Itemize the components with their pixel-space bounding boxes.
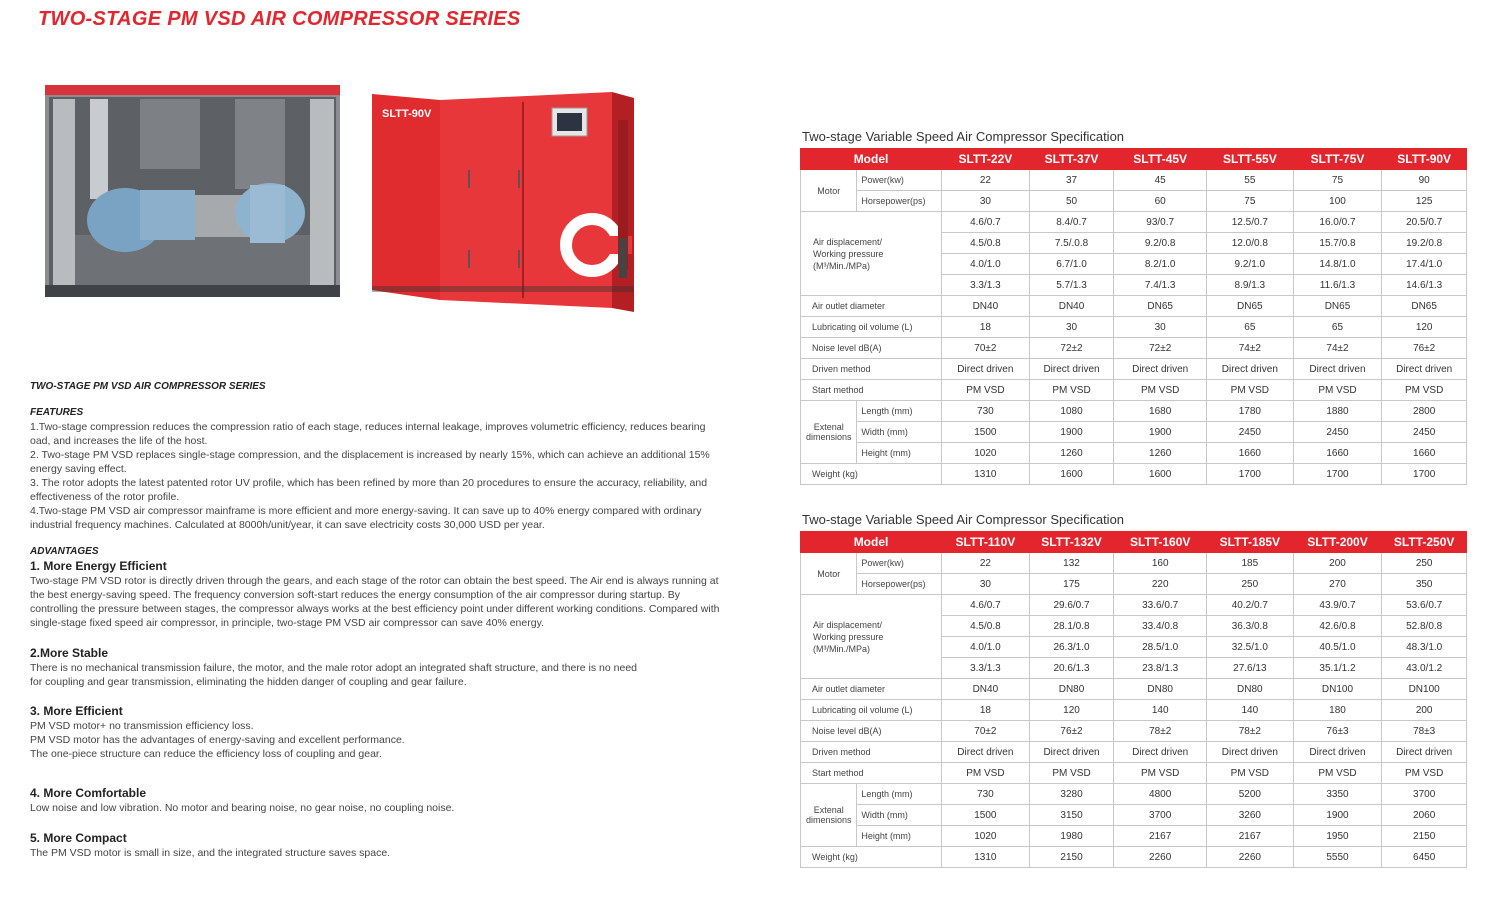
external-dimensions-label: [801, 401, 857, 464]
advantage-item: [30, 786, 720, 815]
spec-value-cell: 32.5/1.0: [1207, 637, 1294, 658]
spec-value-cell: 43.9/0.7: [1293, 595, 1382, 616]
spec-value-cell: 30: [1114, 317, 1207, 338]
spec-value-cell: 2800: [1382, 401, 1467, 422]
spec-value-cell: PM VSD: [1382, 380, 1467, 401]
model-name-cell: SLTT-37V: [1029, 149, 1114, 170]
spec-value-cell: DN40: [942, 296, 1030, 317]
table-row: [801, 784, 1467, 805]
spec-value-cell: 6450: [1382, 847, 1467, 868]
spec-value-cell: Direct driven: [1382, 742, 1467, 763]
spec-value-cell: 8.4/0.7: [1029, 212, 1114, 233]
spec-value-cell: 65: [1207, 317, 1294, 338]
features-heading: FEATURES: [30, 407, 84, 418]
spec-value-cell: Direct driven: [1293, 359, 1382, 380]
spec-value-cell: 4.5/0.8: [942, 616, 1030, 637]
table-row: [801, 826, 1467, 847]
spec-value-cell: 2260: [1207, 847, 1294, 868]
spec-value-cell: 2060: [1382, 805, 1467, 826]
spec-value-cell: 1310: [942, 847, 1030, 868]
spec-value-cell: Direct driven: [1114, 359, 1207, 380]
spec-value-cell: 1680: [1114, 401, 1207, 422]
spec-value-cell: 1500: [942, 422, 1030, 443]
advantage-item: [30, 831, 720, 860]
spec-value-cell: 45: [1114, 170, 1207, 191]
table-header-row: [801, 149, 1467, 170]
spec-value-cell: PM VSD: [1114, 380, 1207, 401]
advantage-text: Low noise and low vibration. No motor and bearing noise, no gear noise, no coupling noise.: [30, 802, 455, 814]
motor-label: Motor: [801, 170, 857, 212]
spec-value-cell: 350: [1382, 574, 1467, 595]
air-displacement-label-line: Air displacement/: [813, 236, 883, 247]
spec-value-cell: 2167: [1114, 826, 1207, 847]
spec-value-cell: 120: [1029, 700, 1114, 721]
spec-value-cell: 1660: [1293, 443, 1382, 464]
advantage-item: [30, 646, 720, 689]
spec-value-cell: Direct driven: [942, 359, 1030, 380]
spec-value-cell: 1700: [1207, 464, 1294, 485]
spec-value-cell: 3280: [1029, 784, 1114, 805]
table-row: [801, 359, 1467, 380]
spec-value-cell: 14.8/1.0: [1293, 254, 1382, 275]
description-column: [30, 380, 720, 859]
photo-model-label: SLTT-90V: [382, 108, 432, 120]
spec-value-cell: 26.3/1.0: [1029, 637, 1114, 658]
table-header-row: [801, 532, 1467, 553]
spec-value-cell: 7.4/1.3: [1114, 275, 1207, 296]
table-row: [801, 595, 1467, 616]
spec-value-cell: 2150: [1029, 847, 1114, 868]
spec-value-cell: 65: [1293, 317, 1382, 338]
advantages-section: [30, 545, 720, 630]
spec-value-cell: 16.0/0.7: [1293, 212, 1382, 233]
spec-value-cell: 28.1/0.8: [1029, 616, 1114, 637]
air-displacement-label: [801, 212, 942, 296]
noise-level-label: Noise level dB(A): [801, 721, 942, 742]
spec-value-cell: 3.3/1.3: [942, 658, 1030, 679]
spec-value-cell: 9.2/1.0: [1207, 254, 1294, 275]
weight-label: Weight (kg): [801, 847, 942, 868]
spec-table: [800, 531, 1467, 868]
spec-value-cell: DN80: [1114, 679, 1207, 700]
spec-value-cell: Direct driven: [1029, 359, 1114, 380]
spec-value-cell: 3260: [1207, 805, 1294, 826]
air-displacement-label-line: Working pressure: [813, 248, 884, 259]
spec-value-cell: 3700: [1114, 805, 1207, 826]
spec-value-cell: 90: [1382, 170, 1467, 191]
spec-value-cell: 730: [942, 784, 1030, 805]
table-row: [801, 464, 1467, 485]
spec-table-title: Two-stage Variable Speed Air Compressor Specification: [802, 512, 1125, 527]
table-row: [801, 380, 1467, 401]
power-label: Power(kw): [857, 553, 942, 574]
feature-item: 1.Two-stage compression reduces the compression ratio of each stage, reduces internal leakage, improves volumetric efficiency, reduces bearing oad, and increases the life of the host.: [30, 421, 706, 447]
spec-value-cell: 70±2: [942, 338, 1030, 359]
spec-value-cell: PM VSD: [1207, 763, 1294, 784]
spec-value-cell: 180: [1293, 700, 1382, 721]
model-name-cell: SLTT-185V: [1207, 532, 1294, 553]
spec-table-title: Two-stage Variable Speed Air Compressor Specification: [802, 129, 1125, 144]
spec-value-cell: 175: [1029, 574, 1114, 595]
spec-value-cell: 2450: [1382, 422, 1467, 443]
driven-method-label: Driven method: [801, 359, 942, 380]
spec-table: [800, 148, 1467, 485]
spec-value-cell: DN40: [1029, 296, 1114, 317]
table-row: [801, 679, 1467, 700]
spec-value-cell: 3150: [1029, 805, 1114, 826]
spec-value-cell: 30: [1029, 317, 1114, 338]
feature-item: 4.Two-stage PM VSD air compressor mainframe is more efficient and more energy-saving. It can save up to 40% energy compared with ordinary industrial frequency machines. Calculated at 8000h/unit/year, it can save electricity costs 30,000 USD per year.: [30, 505, 702, 531]
spec-value-cell: 12.5/0.7: [1207, 212, 1294, 233]
spec-value-cell: 1980: [1029, 826, 1114, 847]
spec-value-cell: 30: [942, 191, 1030, 212]
model-name-cell: SLTT-110V: [942, 532, 1030, 553]
spec-value-cell: 33.6/0.7: [1114, 595, 1207, 616]
spec-value-cell: 2450: [1207, 422, 1294, 443]
spec-value-cell: 1600: [1029, 464, 1114, 485]
spec-value-cell: 4.0/1.0: [942, 254, 1030, 275]
feature-item: 2. Two-stage PM VSD replaces single-stage compression, and the displacement is increased by nearly 15%, which can achieve an additional 15% energy saving effect.: [30, 449, 710, 475]
height-label: Height (mm): [857, 826, 942, 847]
spec-value-cell: 40.5/1.0: [1293, 637, 1382, 658]
spec-value-cell: Direct driven: [1293, 742, 1382, 763]
spec-value-cell: 5200: [1207, 784, 1294, 805]
spec-value-cell: 132: [1029, 553, 1114, 574]
spec-value-cell: Direct driven: [1114, 742, 1207, 763]
table-row: [801, 401, 1467, 422]
external-dimensions-label-line: Extenal: [813, 422, 844, 432]
table-row: [801, 296, 1467, 317]
compressor-cabinet-photo: [372, 90, 652, 312]
model-name-cell: SLTT-75V: [1293, 149, 1382, 170]
model-name-cell: SLTT-55V: [1207, 149, 1294, 170]
spec-value-cell: 140: [1114, 700, 1207, 721]
spec-value-cell: 22: [942, 170, 1030, 191]
spec-value-cell: 78±2: [1207, 721, 1294, 742]
spec-value-cell: 33.4/0.8: [1114, 616, 1207, 637]
air-displacement-label: [801, 595, 942, 679]
table-row: [801, 553, 1467, 574]
spec-value-cell: 20.5/0.7: [1382, 212, 1467, 233]
advantage-text: PM VSD motor+ no transmission efficiency loss. PM VSD motor has the advantages of energy-saving and excellent performance. The one-piece structure can reduce the efficiency loss of coupling and gear.: [30, 720, 405, 760]
model-name-cell: SLTT-250V: [1382, 532, 1467, 553]
spec-value-cell: 19.2/0.8: [1382, 233, 1467, 254]
spec-value-cell: 4800: [1114, 784, 1207, 805]
spec-value-cell: 60: [1114, 191, 1207, 212]
spec-value-cell: 120: [1382, 317, 1467, 338]
spec-value-cell: 1900: [1293, 805, 1382, 826]
spec-value-cell: 74±2: [1293, 338, 1382, 359]
spec-value-cell: 76±2: [1029, 721, 1114, 742]
spec-value-cell: 2260: [1114, 847, 1207, 868]
spec-value-cell: 35.1/1.2: [1293, 658, 1382, 679]
spec-value-cell: 48.3/1.0: [1382, 637, 1467, 658]
air-displacement-label-line: (M³/Min./MPa): [813, 260, 870, 271]
table-row: [801, 721, 1467, 742]
table-row: [801, 700, 1467, 721]
spec-value-cell: 4.5/0.8: [942, 233, 1030, 254]
spec-value-cell: 74±2: [1207, 338, 1294, 359]
spec-value-cell: 78±2: [1114, 721, 1207, 742]
series-heading: TWO-STAGE PM VSD AIR COMPRESSOR SERIES: [30, 381, 266, 392]
spec-value-cell: Direct driven: [1207, 742, 1294, 763]
spec-value-cell: 220: [1114, 574, 1207, 595]
spec-value-cell: 1900: [1029, 422, 1114, 443]
advantage-text: There is no mechanical transmission failure, the motor, and the male rotor adopt an integrated shaft structure, and there is no need for coupling and gear transmission, eliminating the hidden danger of coupling and gear failure.: [30, 662, 638, 688]
spec-value-cell: 37: [1029, 170, 1114, 191]
model-name-cell: SLTT-45V: [1114, 149, 1207, 170]
table-row: [801, 170, 1467, 191]
oil-volume-label: Lubricating oil volume (L): [801, 317, 942, 338]
spec-value-cell: Direct driven: [1382, 359, 1467, 380]
model-name-cell: SLTT-132V: [1029, 532, 1114, 553]
spec-value-cell: 14.6/1.3: [1382, 275, 1467, 296]
spec-value-cell: 1700: [1293, 464, 1382, 485]
spec-value-cell: DN65: [1293, 296, 1382, 317]
spec-value-cell: DN65: [1114, 296, 1207, 317]
spec-value-cell: 72±2: [1114, 338, 1207, 359]
spec-value-cell: 40.2/0.7: [1207, 595, 1294, 616]
spec-value-cell: Direct driven: [1207, 359, 1294, 380]
model-name-cell: SLTT-200V: [1293, 532, 1382, 553]
spec-value-cell: 3350: [1293, 784, 1382, 805]
model-header-label: Model: [801, 149, 942, 170]
model-header-label: Model: [801, 532, 942, 553]
spec-value-cell: 18: [942, 700, 1030, 721]
spec-value-cell: 4.6/0.7: [942, 212, 1030, 233]
advantage-title: 3. More Efficient: [30, 704, 123, 718]
air-displacement-label-line: Working pressure: [813, 631, 884, 642]
spec-value-cell: 42.6/0.8: [1293, 616, 1382, 637]
spec-value-cell: 5550: [1293, 847, 1382, 868]
advantage-text: Two-stage PM VSD rotor is directly driven through the gears, and each stage of the rotor can obtain the best speed. The Air end is always running at the best energy-saving speed. The frequency conversion soft-start reduces the energy consumption of the air compressor during startup. By controlling the pressure between stages, the compressor always works at the best efficiency point under different working conditions. Compared with single-stage fixed speed air compressor, in principle, two-stage PM VSD air compressor can save 40% energy.: [30, 575, 720, 629]
table-row: [801, 422, 1467, 443]
spec-value-cell: 125: [1382, 191, 1467, 212]
spec-value-cell: 15.7/0.8: [1293, 233, 1382, 254]
spec-value-cell: 53.6/0.7: [1382, 595, 1467, 616]
spec-value-cell: PM VSD: [1207, 380, 1294, 401]
spec-value-cell: DN40: [942, 679, 1030, 700]
spec-value-cell: PM VSD: [1114, 763, 1207, 784]
model-name-cell: SLTT-160V: [1114, 532, 1207, 553]
spec-value-cell: 250: [1382, 553, 1467, 574]
table-row: [801, 847, 1467, 868]
spec-value-cell: 160: [1114, 553, 1207, 574]
spec-value-cell: 2167: [1207, 826, 1294, 847]
oil-volume-label: Lubricating oil volume (L): [801, 700, 942, 721]
spec-value-cell: 70±2: [942, 721, 1030, 742]
horsepower-label: Horsepower(ps): [857, 191, 942, 212]
spec-value-cell: DN65: [1382, 296, 1467, 317]
spec-value-cell: 1880: [1293, 401, 1382, 422]
outlet-label: Air outlet diameter: [801, 679, 942, 700]
spec-value-cell: 43.0/1.2: [1382, 658, 1467, 679]
table-row: [801, 191, 1467, 212]
spec-value-cell: PM VSD: [1029, 380, 1114, 401]
spec-value-cell: 76±2: [1382, 338, 1467, 359]
spec-value-cell: 20.6/1.3: [1029, 658, 1114, 679]
spec-value-cell: 27.6/13: [1207, 658, 1294, 679]
horsepower-label: Horsepower(ps): [857, 574, 942, 595]
height-label: Height (mm): [857, 443, 942, 464]
advantage-item: [30, 704, 720, 761]
spec-value-cell: 72±2: [1029, 338, 1114, 359]
spec-value-cell: PM VSD: [1293, 380, 1382, 401]
advantage-title: 1. More Energy Efficient: [30, 559, 167, 573]
spec-value-cell: 29.6/0.7: [1029, 595, 1114, 616]
advantages-heading: ADVANTAGES: [30, 546, 99, 557]
spec-value-cell: 28.5/1.0: [1114, 637, 1207, 658]
spec-value-cell: 93/0.7: [1114, 212, 1207, 233]
spec-value-cell: 2150: [1382, 826, 1467, 847]
spec-value-cell: 9.2/0.8: [1114, 233, 1207, 254]
spec-value-cell: 22: [942, 553, 1030, 574]
spec-value-cell: 4.0/1.0: [942, 637, 1030, 658]
air-displacement-label-line: Air displacement/: [813, 619, 883, 630]
air-displacement-label-line: (M³/Min./MPa): [813, 643, 870, 654]
table-row: [801, 317, 1467, 338]
spec-value-cell: DN80: [1207, 679, 1294, 700]
spec-value-cell: 18: [942, 317, 1030, 338]
external-dimensions-label-line: Extenal: [813, 805, 844, 815]
spec-value-cell: 1020: [942, 443, 1030, 464]
spec-value-cell: 55: [1207, 170, 1294, 191]
spec-value-cell: 1700: [1382, 464, 1467, 485]
table-row: [801, 742, 1467, 763]
spec-value-cell: 1500: [942, 805, 1030, 826]
spec-value-cell: 1260: [1029, 443, 1114, 464]
motor-label: Motor: [801, 553, 857, 595]
spec-value-cell: 2450: [1293, 422, 1382, 443]
spec-value-cell: PM VSD: [942, 380, 1030, 401]
spec-value-cell: PM VSD: [942, 763, 1030, 784]
width-label: Width (mm): [857, 422, 942, 443]
table-row: [801, 212, 1467, 233]
spec-value-cell: 3.3/1.3: [942, 275, 1030, 296]
spec-value-cell: 250: [1207, 574, 1294, 595]
spec-value-cell: 5.7/1.3: [1029, 275, 1114, 296]
spec-value-cell: Direct driven: [942, 742, 1030, 763]
spec-value-cell: 11.6/1.3: [1293, 275, 1382, 296]
start-method-label: Start method: [801, 763, 942, 784]
spec-value-cell: 1660: [1382, 443, 1467, 464]
spec-value-cell: 1020: [942, 826, 1030, 847]
spec-value-cell: PM VSD: [1293, 763, 1382, 784]
spec-value-cell: 1080: [1029, 401, 1114, 422]
spec-value-cell: DN80: [1029, 679, 1114, 700]
spec-value-cell: 4.6/0.7: [942, 595, 1030, 616]
table-row: [801, 805, 1467, 826]
feature-item: 3. The rotor adopts the latest patented rotor UV profile, which has been refined by more than 20 procedures to ensure the accuracy, reliability, and effectiveness of the rotor profile.: [30, 477, 708, 503]
spec-value-cell: 75: [1293, 170, 1382, 191]
length-label: Length (mm): [857, 401, 942, 422]
spec-value-cell: 1780: [1207, 401, 1294, 422]
table-row: [801, 763, 1467, 784]
spec-value-cell: 1660: [1207, 443, 1294, 464]
table-row: [801, 443, 1467, 464]
power-label: Power(kw): [857, 170, 942, 191]
noise-level-label: Noise level dB(A): [801, 338, 942, 359]
spec-value-cell: 8.2/1.0: [1114, 254, 1207, 275]
table-row: [801, 574, 1467, 595]
spec-value-cell: 52.8/0.8: [1382, 616, 1467, 637]
weight-label: Weight (kg): [801, 464, 942, 485]
spec-value-cell: 30: [942, 574, 1030, 595]
driven-method-label: Driven method: [801, 742, 942, 763]
page-title: TWO-STAGE PM VSD AIR COMPRESSOR SERIES: [38, 8, 521, 30]
spec-value-cell: 78±3: [1382, 721, 1467, 742]
start-method-label: Start method: [801, 380, 942, 401]
compressor-internal-photo: [45, 85, 340, 297]
spec-value-cell: PM VSD: [1029, 763, 1114, 784]
spec-value-cell: 140: [1207, 700, 1294, 721]
external-dimensions-label-line: dimensions: [805, 432, 852, 442]
spec-table-1: [800, 129, 1467, 485]
outlet-label: Air outlet diameter: [801, 296, 942, 317]
length-label: Length (mm): [857, 784, 942, 805]
spec-value-cell: DN65: [1207, 296, 1294, 317]
spec-value-cell: Direct driven: [1029, 742, 1114, 763]
spec-value-cell: PM VSD: [1382, 763, 1467, 784]
spec-value-cell: 17.4/1.0: [1382, 254, 1467, 275]
width-label: Width (mm): [857, 805, 942, 826]
spec-value-cell: DN100: [1382, 679, 1467, 700]
spec-value-cell: 1900: [1114, 422, 1207, 443]
spec-value-cell: 200: [1293, 553, 1382, 574]
spec-value-cell: 3700: [1382, 784, 1467, 805]
advantage-title: 4. More Comfortable: [30, 786, 147, 800]
advantage-title: 2.More Stable: [30, 646, 109, 660]
spec-value-cell: 76±3: [1293, 721, 1382, 742]
spec-value-cell: DN100: [1293, 679, 1382, 700]
spec-value-cell: 50: [1029, 191, 1114, 212]
external-dimensions-label-line: dimensions: [805, 815, 852, 825]
spec-value-cell: 12.0/0.8: [1207, 233, 1294, 254]
advantage-title: 5. More Compact: [30, 831, 127, 845]
spec-value-cell: 1310: [942, 464, 1030, 485]
spec-table-2: [800, 512, 1467, 868]
spec-value-cell: 1600: [1114, 464, 1207, 485]
table-row: [801, 338, 1467, 359]
spec-value-cell: 1260: [1114, 443, 1207, 464]
spec-value-cell: 185: [1207, 553, 1294, 574]
spec-value-cell: 75: [1207, 191, 1294, 212]
spec-value-cell: 6.7/1.0: [1029, 254, 1114, 275]
spec-value-cell: 23.8/1.3: [1114, 658, 1207, 679]
spec-value-cell: 100: [1293, 191, 1382, 212]
spec-value-cell: 730: [942, 401, 1030, 422]
model-name-cell: SLTT-22V: [942, 149, 1030, 170]
spec-value-cell: 1950: [1293, 826, 1382, 847]
spec-value-cell: 36.3/0.8: [1207, 616, 1294, 637]
spec-value-cell: 8.9/1.3: [1207, 275, 1294, 296]
advantage-text: The PM VSD motor is small in size, and the integrated structure saves space.: [30, 847, 391, 859]
spec-value-cell: 270: [1293, 574, 1382, 595]
spec-value-cell: 200: [1382, 700, 1467, 721]
model-name-cell: SLTT-90V: [1382, 149, 1467, 170]
spec-value-cell: 7.5/.0.8: [1029, 233, 1114, 254]
external-dimensions-label: [801, 784, 857, 847]
